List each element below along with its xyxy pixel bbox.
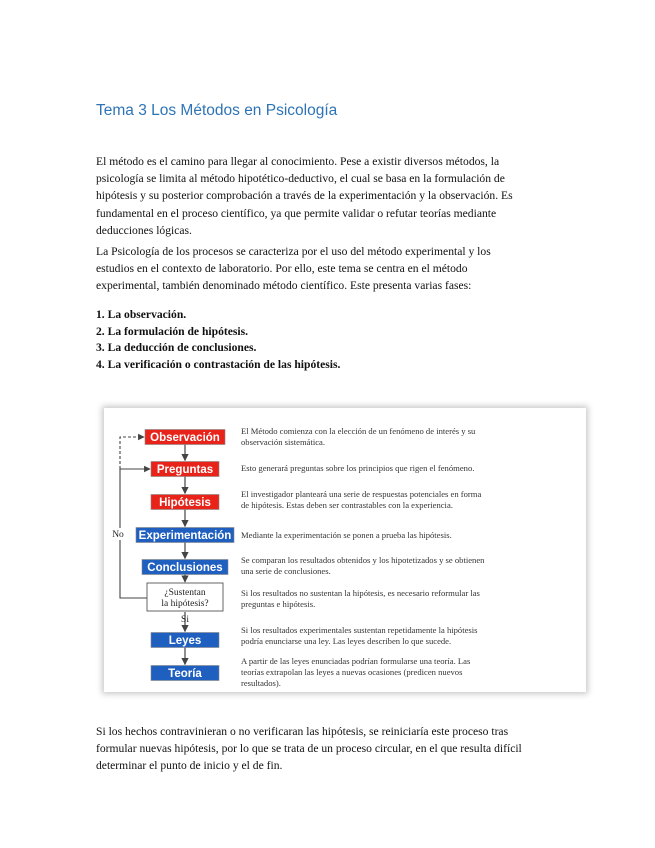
text-line: fundamental en el proceso científico, ya que permite validar o refutar teorías mediante (96, 206, 497, 220)
document-title: Tema 3 Los Métodos en Psicología (96, 102, 338, 119)
step-description: podría enunciarse una ley. Las leyes describen lo que sucede. (241, 636, 452, 646)
step-description: El investigador planteará una serie de respuestas potenciales en forma (241, 489, 482, 499)
text-line: estudios en el contexto de laboratorio. Por ello, este tema se centra en el método (96, 262, 468, 276)
phase-item: 2. La formulación de hipótesis. (96, 324, 249, 338)
phase-item: 1. La observación. (96, 308, 187, 321)
text-line: determinar el punto de inicio y el de fin. (96, 759, 283, 773)
step-description: teorías extrapolan las leyes a nuevas ocasiones (predicen nuevos (241, 667, 463, 677)
step-label: Experimentación (138, 530, 232, 542)
step-label: Teoría (168, 668, 202, 680)
step-label: Preguntas (156, 464, 214, 476)
step-description: de hipótesis. Estas deben ser contrastables con la experiencia. (241, 500, 453, 510)
phase-item: 3. La deducción de conclusiones. (96, 341, 257, 354)
no-label: No (112, 530, 124, 540)
step-description: observación sistemática. (241, 437, 325, 447)
step-label: Observación (150, 432, 220, 444)
step-description: A partir de las leyes enunciadas podrían formularse una teoría. Las (241, 656, 471, 666)
diagram-canvas (104, 408, 586, 692)
step-description: Esto generará preguntas sobre los principios que rigen el fenómeno. (241, 463, 475, 473)
step-label: Hipótesis (159, 497, 211, 509)
text-line: Si los hechos contravinieran o no verificaran las hipótesis, se reiniciaría este proceso tras (96, 725, 509, 738)
text-line: experimental, también denominado método científico. Este presenta varias fases: (96, 279, 472, 293)
scientific-method-diagram (104, 408, 586, 692)
step-description: Mediante la experimentación se ponen a prueba las hipótesis. (241, 530, 452, 540)
step-description: El Método comienza con la elección de un fenómeno de interés y su (241, 426, 476, 436)
text-line: La Psicología de los procesos se caracteriza por el uso del método experimental y los (96, 245, 491, 258)
decision-label: la hipótesis? (161, 599, 209, 609)
decision-description: Si los resultados no sustentan la hipótesis, es necesario reformular las (241, 588, 480, 598)
decision-description: preguntas e hipótesis. (241, 599, 316, 609)
phase-item: 4. La verificación o contrastación de las hipótesis. (96, 357, 341, 371)
step-description: Si los resultados experimentales sustentan repetidamente la hipótesis (241, 625, 478, 635)
step-label: Leyes (168, 635, 202, 647)
step-label: Conclusiones (147, 562, 223, 574)
feedback-dashed-arrow (120, 437, 144, 469)
text-line: psicología se limita al método hipotético-deductivo, el cual se basa en la formulación de (96, 172, 505, 186)
step-description: Se comparan los resultados obtenidos y los hipotetizados y se obtienen (241, 555, 485, 565)
text-line: formular nuevas hipótesis, por lo que se trata de un proceso circular, en el que resulta difícil (96, 742, 522, 756)
method-paragraph (96, 243, 566, 295)
step-description: una serie de conclusiones. (241, 566, 331, 576)
phases-list (96, 307, 340, 373)
step-description: resultados). (241, 678, 281, 688)
closing-paragraph (96, 723, 566, 775)
text-line: El método es el camino para llegar al conocimiento. Pese a existir diversos métodos, la (96, 155, 500, 168)
intro-paragraph (96, 153, 566, 239)
text-line: deducciones lógicas. (96, 223, 192, 237)
yes-label: Si (181, 615, 189, 625)
text-line: hipótesis y su posterior comprobación a través de la experimentación y la observación. Es (96, 189, 513, 203)
decision-label: ¿Sustentan (164, 588, 206, 598)
